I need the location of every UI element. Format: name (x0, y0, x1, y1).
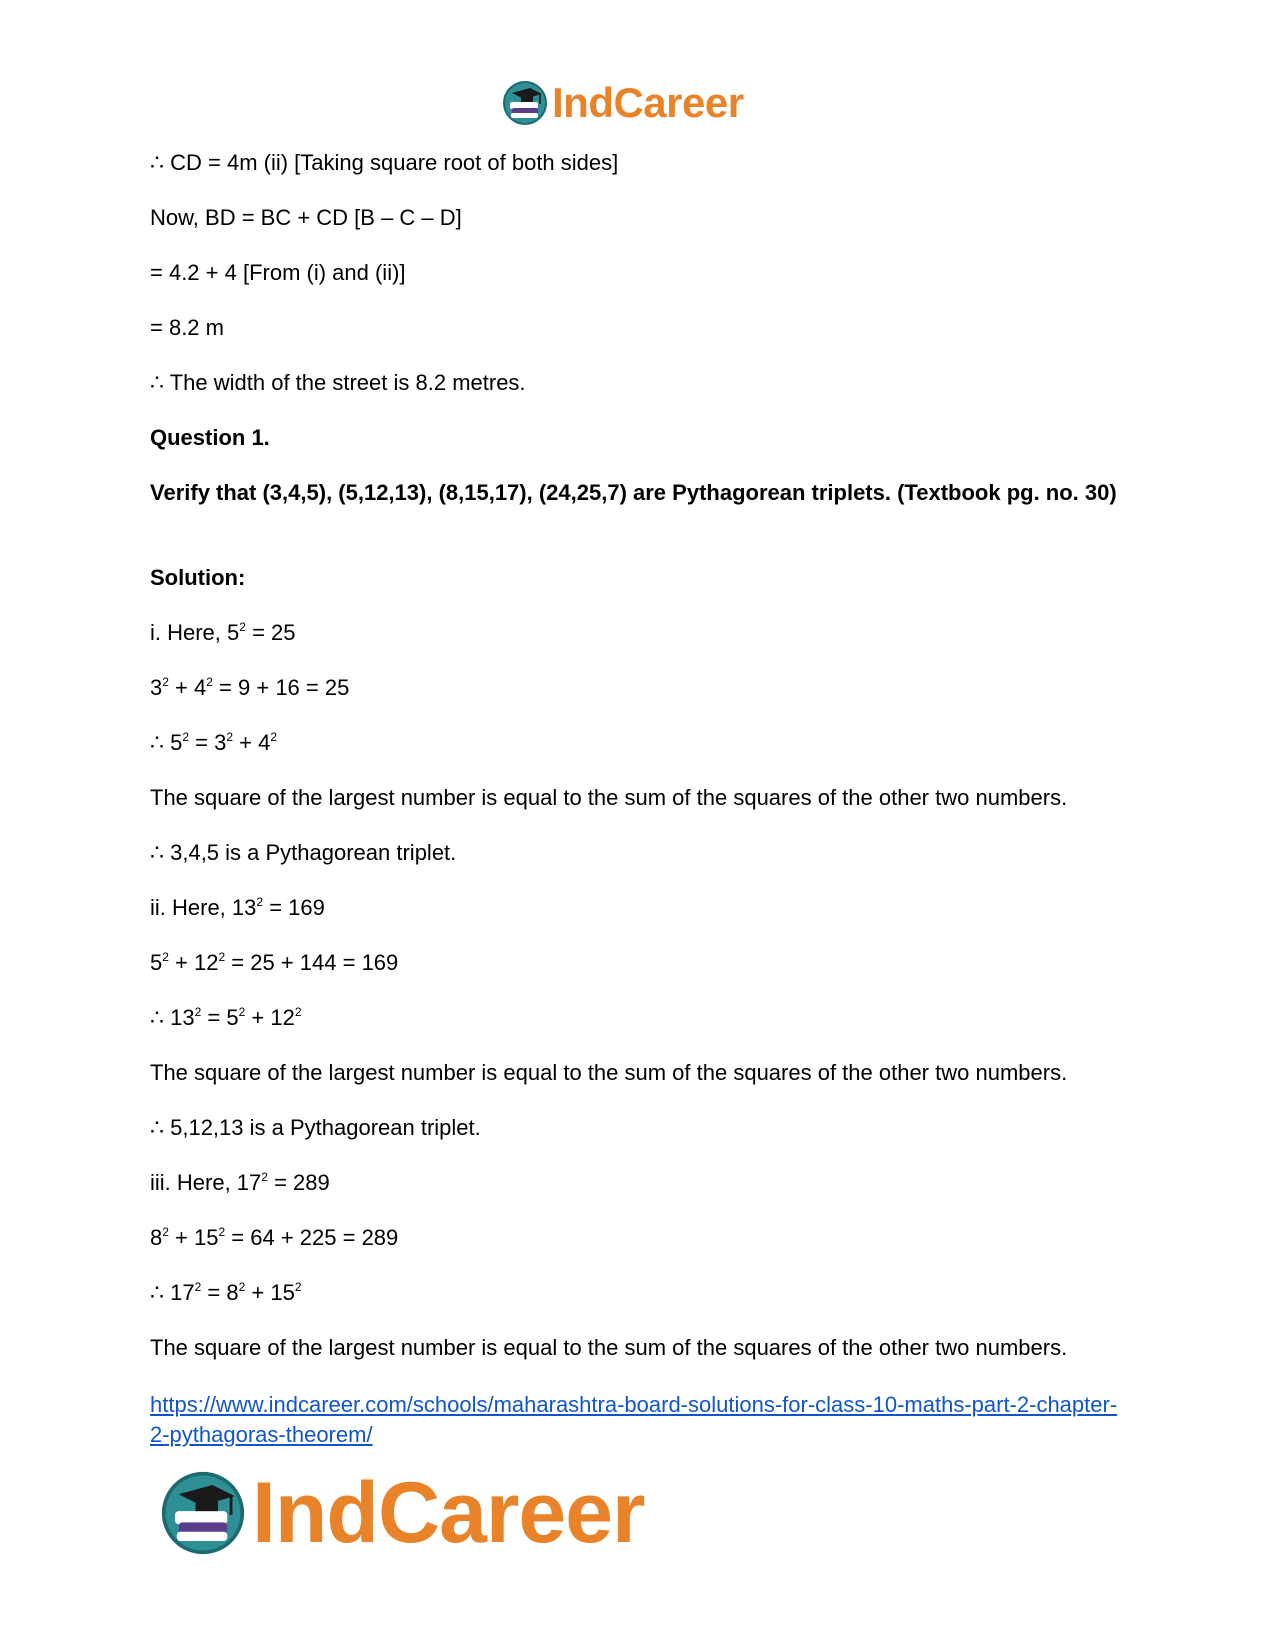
rule-text: The square of the largest number is equal to the sum of the squares of the other two numbers. (150, 785, 1068, 810)
text-line: ∴ The width of the street is 8.2 metres. (150, 370, 526, 395)
conclusion-text: ∴ 3,4,5 is a Pythagorean triplet. (150, 840, 457, 865)
math-line: iii. Here, $17^2 = 289$ (150, 1170, 330, 1195)
text-line: = 4.2 + 4 [From (i) and (ii)] (150, 260, 406, 285)
text-line: Now, BD = BC + CD [B – C – D] (150, 205, 462, 230)
math-line: ∴ $5^2 = 3^2 + 4^2$ (150, 730, 278, 755)
question-heading: Question 1. (150, 425, 270, 450)
math-line: i. Here, $5^2 = 25$ (150, 620, 296, 645)
question-text: Verify that (3,4,5), (5,12,13), (8,15,17), (24,25,7) are Pythagorean triplets. (Textbook pg. no. 30) (150, 480, 1117, 505)
footer-logo (160, 1465, 645, 1561)
rule-text: The square of the largest number is equal to the sum of the squares of the other two numbers. (150, 1060, 1068, 1085)
text-line: = 8.2 m (150, 315, 224, 340)
brand-name: IndCareer (252, 1465, 645, 1561)
solution-heading: Solution: (150, 565, 246, 590)
conclusion-text: ∴ 5,12,13 is a Pythagorean triplet. (150, 1115, 481, 1140)
text-line: ∴ CD = 4m (ii) [Taking square root of both sides] (150, 150, 619, 175)
math-line: ii. Here, $13^2 = 169$ (150, 895, 325, 920)
math-line: $5^2 + 12^2 = 25 + 144 = 169$ (150, 950, 399, 975)
graduation-book-icon (160, 1470, 246, 1556)
graduation-book-icon (502, 80, 548, 126)
math-line: ∴ $17^2 = 8^2 + 15^2$ (150, 1280, 302, 1305)
brand-name: IndCareer (552, 79, 744, 126)
header-logo (502, 80, 744, 126)
source-link[interactable]: https://www.indcareer.com/schools/maharashtra-board-solutions-for-class-10-maths-part-2-chapter-2-pythagoras-theorem/ (150, 1392, 1118, 1447)
math-line: ∴ $13^2 = 5^2 + 12^2$ (150, 1005, 302, 1030)
math-line: $8^2 + 15^2 = 64 + 225 = 289$ (150, 1225, 399, 1250)
rule-text: The square of the largest number is equal to the sum of the squares of the other two numbers. (150, 1335, 1068, 1360)
math-line: $3^2 + 4^2 = 9 + 16 = 25$ (150, 675, 350, 700)
